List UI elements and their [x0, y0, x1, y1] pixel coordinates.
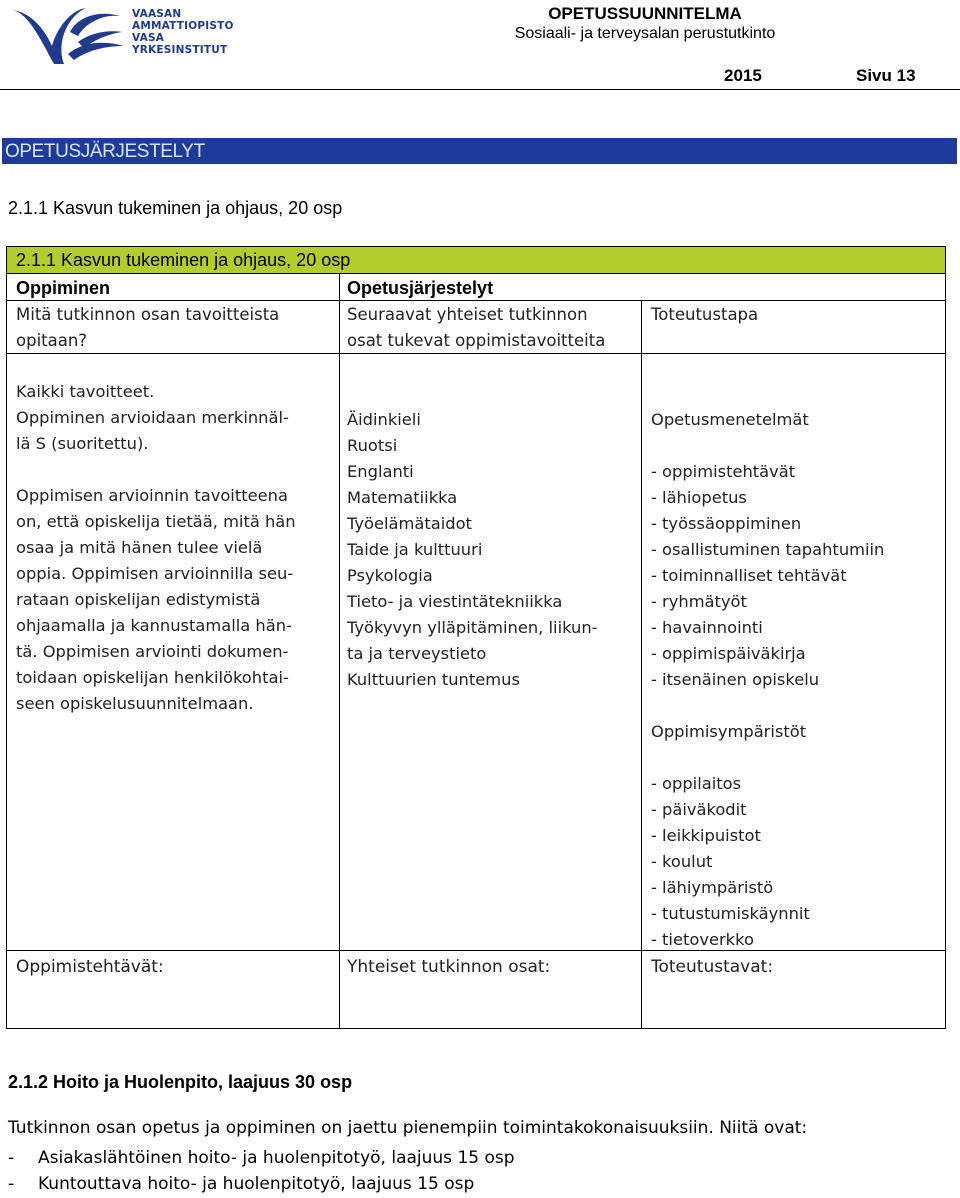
document-year: 2015: [724, 66, 762, 85]
document-title: OPETUSSUUNNITELMA: [548, 4, 742, 23]
col-header-oppiminen: Oppiminen: [16, 278, 110, 298]
table-cell-line: on, että opiskelija tietää, mitä hän: [16, 512, 296, 531]
implementation-body: [651, 407, 884, 953]
table-cell-line: Ruotsi: [347, 436, 398, 455]
col-header-opetusjarjestelyt: Opetusjärjestelyt: [347, 278, 494, 298]
list-item-text: Kuntouttava hoito- ja huolenpitotyö, laajuus 15 osp: [38, 1174, 475, 1194]
curriculum-table: [6, 246, 946, 1029]
table-cell-line: Kaikki tavoitteet.: [16, 382, 155, 401]
table-cell-line: lä S (suoritettu).: [16, 434, 149, 453]
table-cell-line: Oppimisen arvioinnin tavoitteena: [16, 486, 288, 505]
subheader-goals: [16, 302, 279, 354]
table-title-row: 2.1.1 Kasvun tukeminen ja ohjaus, 20 osp: [7, 247, 945, 274]
table-cell-line: [651, 745, 884, 771]
table-cell-line: Taide ja kulttuuri: [347, 540, 483, 559]
list-item: - Kuntouttava hoito- ja huolenpitotyö, laajuus 15 osp: [8, 1174, 475, 1194]
table-cell-line: Opetusmenetelmät: [651, 410, 809, 429]
common-parts-body: [347, 407, 598, 693]
table-cell-line: - oppilaitos: [651, 774, 742, 793]
table-cell-line: tä. Oppimisen arviointi dokumen-: [16, 642, 289, 661]
table-cell-line: Äidinkieli: [347, 410, 421, 429]
subheader-implementation: Toteutustapa: [651, 305, 759, 324]
unit-list: [8, 1145, 515, 1197]
table-cell-line: seen opiskelusuunnitelmaan.: [16, 694, 254, 713]
subheader-common-parts: [347, 302, 605, 354]
table-cell-line: - koulut: [651, 852, 713, 871]
subheader-common-line1: Seuraavat yhteiset tutkinnon: [347, 305, 588, 324]
table-divider: [7, 300, 945, 301]
institution-logo: [8, 2, 258, 68]
table-cell-line: oppia. Oppimisen arvioinnilla seu-: [16, 564, 294, 583]
logo-emblem-icon: [8, 2, 128, 68]
table-cell-line: rataan opiskelijan edistymistä: [16, 590, 261, 609]
table-cell-line: Työelämätaidot: [347, 514, 472, 533]
subheader-goals-line1: Mitä tutkinnon osan tavoitteista: [16, 305, 280, 324]
logo-text-line1: VAASAN AMMATTIOPISTO: [132, 8, 234, 32]
table-cell-line: - työssäoppiminen: [651, 514, 802, 533]
table-cell-line: Matematiikka: [347, 488, 458, 507]
table-cell-line: Tieto- ja viestintätekniikka: [347, 592, 563, 611]
list-item-text: Asiakaslähtöinen hoito- ja huolenpitotyö, laajuus 15 osp: [38, 1148, 515, 1168]
table-cell-line: toidaan opiskelijan henkilökohtai-: [16, 668, 289, 687]
document-subtitle: Sosiaali- ja terveysalan perustutkinto: [514, 25, 776, 42]
table-cell-line: - havainnointi: [651, 618, 763, 637]
table-divider: [339, 274, 340, 1029]
list-item: - Asiakaslähtöinen hoito- ja huolenpitotyö, laajuus 15 osp: [8, 1148, 515, 1168]
goals-body: [16, 379, 296, 717]
table-cell-line: - oppimispäiväkirja: [651, 644, 806, 663]
subheader-common-line2: osat tukevat oppimistavoitteita: [347, 331, 606, 350]
table-cell-line: Oppimisympäristöt: [651, 722, 807, 741]
table-cell-line: - itsenäinen opiskelu: [651, 670, 820, 689]
table-cell-line: - tietoverkko: [651, 930, 754, 949]
table-cell-line: Oppiminen arvioidaan merkinnäl-: [16, 408, 289, 427]
section-heading-2: 2.1.2 Hoito ja Huolenpito, laajuus 30 osp: [8, 1072, 353, 1092]
table-cell-line: - lähiopetus: [651, 488, 747, 507]
table-cell-line: Työkyvyn ylläpitäminen, liikun-: [347, 618, 598, 637]
logo-text-line2: VASA YRKESINSTITUT: [132, 32, 228, 56]
table-cell-line: Englanti: [347, 462, 414, 481]
page-number: Sivu 13: [856, 66, 916, 85]
table-cell-line: [16, 457, 296, 483]
table-cell-line: [651, 693, 884, 719]
table-cell-line: - lähiympäristö: [651, 878, 774, 897]
table-cell-line: ohjaamalla ja kannustamalla hän-: [16, 616, 292, 635]
table-divider: [641, 300, 642, 1029]
table-cell-line: ta ja terveystieto: [347, 644, 487, 663]
table-divider: [7, 950, 945, 951]
table-cell-line: - oppimistehtävät: [651, 462, 796, 481]
section-heading: 2.1.1 Kasvun tukeminen ja ohjaus, 20 osp: [8, 198, 343, 218]
footer-common-parts: Yhteiset tutkinnon osat:: [347, 957, 551, 977]
subheader-goals-line2: opitaan?: [16, 331, 88, 350]
table-cell-line: - ryhmätyöt: [651, 592, 747, 611]
table-cell-line: - osallistuminen tapahtumiin: [651, 540, 885, 559]
table-divider: [7, 353, 945, 354]
table-cell-line: - leikkipuistot: [651, 826, 761, 845]
footer-implementations: Toteutustavat:: [651, 957, 774, 977]
footer-assignments: Oppimistehtävät:: [16, 957, 164, 977]
intro-paragraph: Tutkinnon osan opetus ja oppiminen on jaettu pienempiin toimintakokonaisuuksiin. Niitä ovat:: [8, 1118, 808, 1138]
section-bar: OPETUSJÄRJESTELYT: [2, 138, 957, 164]
table-cell-line: - toiminnalliset tehtävät: [651, 566, 847, 585]
table-cell-line: osaa ja mitä hänen tulee vielä: [16, 538, 263, 557]
table-cell-line: Kulttuurien tuntemus: [347, 670, 520, 689]
header-divider: [0, 89, 960, 90]
table-cell-line: Psykologia: [347, 566, 433, 585]
table-cell-line: [651, 433, 884, 459]
table-cell-line: - tutustumiskäynnit: [651, 904, 810, 923]
table-cell-line: - päiväkodit: [651, 800, 747, 819]
